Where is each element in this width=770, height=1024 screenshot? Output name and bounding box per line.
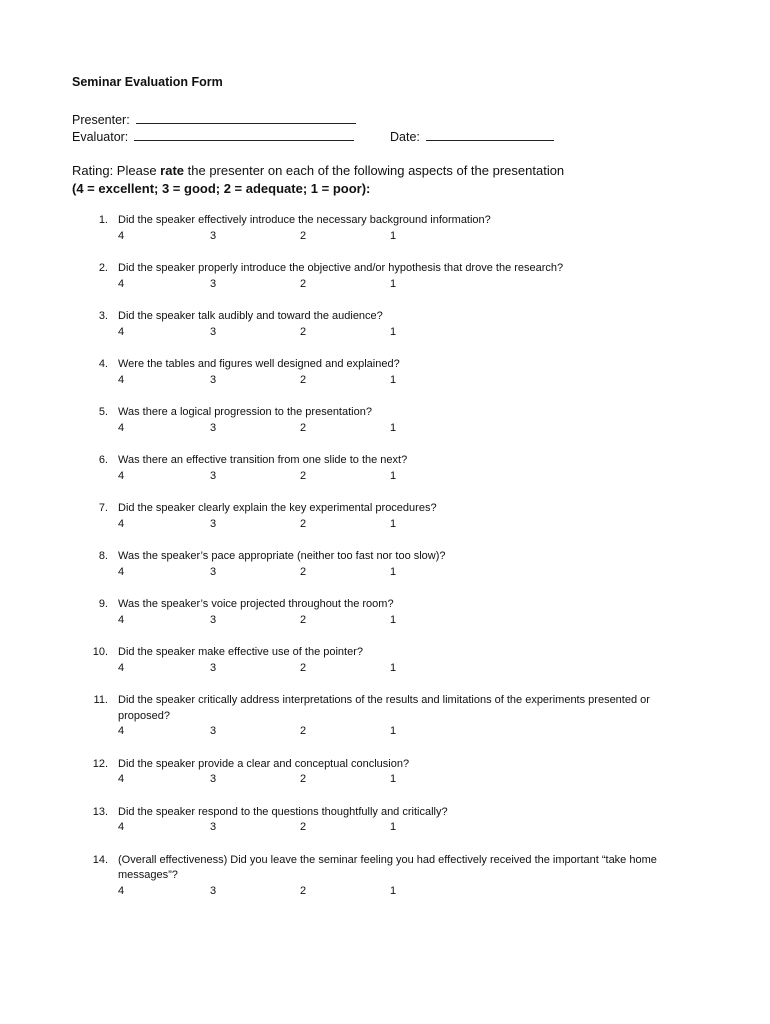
question-item [72, 405, 712, 436]
rating-option-4[interactable]: 4 [118, 661, 125, 674]
rating-option-4[interactable]: 4 [118, 725, 125, 737]
question-item [72, 853, 712, 900]
rating-option-1[interactable]: 1 [390, 821, 397, 833]
rating-option-2[interactable]: 2 [300, 661, 307, 674]
rating-option-1[interactable]: 1 [390, 613, 397, 626]
question-item [72, 597, 712, 628]
rating-option-3[interactable]: 3 [210, 517, 217, 530]
rating-instruction-line [72, 162, 564, 180]
presenter-line[interactable] [136, 111, 356, 124]
rating-option-4[interactable]: 4 [118, 884, 125, 897]
rating-option-2[interactable]: 2 [300, 229, 307, 242]
question-item [72, 693, 712, 740]
rating-option-3[interactable]: 3 [210, 229, 217, 242]
question-number: 1. [98, 214, 108, 226]
question-item [72, 261, 712, 292]
rating-option-3[interactable]: 3 [210, 277, 217, 290]
rating-option-1[interactable]: 1 [390, 229, 397, 242]
question-text: Was there an effective transition from one slide to the next? [118, 454, 408, 466]
date-label: Date: [390, 130, 420, 144]
rating-option-2[interactable]: 2 [300, 725, 307, 737]
date-field [390, 128, 554, 144]
rating-scale [118, 820, 712, 836]
rating-option-2[interactable]: 2 [300, 773, 307, 785]
rating-option-4[interactable]: 4 [118, 421, 125, 434]
question-number: 3. [98, 310, 108, 322]
rating-option-1[interactable]: 1 [390, 773, 397, 785]
rating-option-1[interactable]: 1 [390, 661, 397, 674]
question-number: 14. [92, 853, 108, 866]
rating-option-4[interactable]: 4 [118, 325, 125, 338]
question-item [72, 549, 712, 580]
rating-option-1[interactable]: 1 [390, 421, 397, 434]
evaluator-label: Evaluator: [72, 130, 129, 144]
question-text: Was there a logical progression to the presentation? [118, 406, 372, 418]
rating-option-4[interactable]: 4 [118, 565, 125, 578]
evaluator-field [72, 128, 354, 144]
question-number: 4. [98, 358, 108, 370]
rating-option-1[interactable]: 1 [390, 469, 397, 482]
rating-option-2[interactable]: 2 [300, 517, 307, 530]
rating-option-3[interactable]: 3 [210, 373, 217, 386]
rating-scale [118, 325, 712, 341]
rating-bold-word: rate [160, 163, 185, 178]
rating-option-2[interactable]: 2 [300, 884, 307, 897]
rating-scale [118, 469, 712, 485]
rating-option-4[interactable]: 4 [118, 821, 125, 833]
rating-instructions [72, 162, 564, 198]
rating-prefix: Rating: Please [72, 163, 161, 178]
question-item [72, 501, 712, 532]
rating-option-3[interactable]: 3 [210, 884, 217, 897]
question-text: Did the speaker respond to the questions thoughtfully and critically? [118, 805, 448, 818]
question-item [72, 453, 712, 484]
question-text: Were the tables and figures well designed and explained? [118, 358, 400, 370]
question-item [72, 213, 712, 244]
rating-scale [118, 277, 712, 293]
rating-scale [118, 884, 712, 900]
rating-option-2[interactable]: 2 [300, 277, 307, 290]
form-title: Seminar Evaluation Form [72, 75, 223, 89]
rating-option-2[interactable]: 2 [300, 565, 307, 578]
rating-option-1[interactable]: 1 [390, 517, 397, 530]
question-text: Did the speaker talk audibly and toward the audience? [118, 310, 383, 322]
rating-option-1[interactable]: 1 [390, 277, 397, 290]
rating-option-2[interactable]: 2 [300, 469, 307, 482]
rating-option-3[interactable]: 3 [210, 565, 217, 578]
rating-option-3[interactable]: 3 [210, 421, 217, 434]
rating-option-1[interactable]: 1 [390, 725, 397, 737]
rating-scale [118, 661, 712, 677]
rating-option-1[interactable]: 1 [390, 373, 397, 386]
question-text: Did the speaker clearly explain the key experimental procedures? [118, 502, 437, 514]
question-number: 9. [98, 598, 108, 610]
rating-option-3[interactable]: 3 [210, 469, 217, 482]
question-text: (Overall effectiveness) Did you leave the seminar feeling you had effectively received the important “take home messages”? [118, 853, 657, 881]
question-number: 2. [98, 262, 108, 274]
presenter-field [72, 111, 356, 127]
rating-option-1[interactable]: 1 [390, 884, 397, 897]
rating-option-1[interactable]: 1 [390, 565, 397, 578]
question-item [72, 357, 712, 388]
rating-scale [118, 565, 712, 581]
rating-option-2[interactable]: 2 [300, 613, 307, 626]
question-item [72, 309, 712, 340]
date-line[interactable] [426, 128, 554, 141]
question-item [72, 645, 712, 676]
rating-suffix: the presenter on each of the following aspects of the presentation [184, 163, 565, 178]
question-number: 7. [98, 502, 108, 514]
rating-option-4[interactable]: 4 [118, 229, 125, 242]
question-item [72, 757, 712, 788]
rating-scale [118, 613, 712, 629]
question-text: Was the speaker’s pace appropriate (neither too fast nor too slow)? [118, 550, 446, 562]
question-text: Did the speaker properly introduce the objective and/or hypothesis that drove the research? [118, 262, 564, 274]
question-number: 13. [92, 805, 108, 818]
question-number: 11. [93, 694, 108, 706]
rating-option-4[interactable]: 4 [118, 277, 125, 290]
question-list [72, 213, 712, 916]
rating-scale [118, 724, 712, 740]
rating-scale [118, 772, 712, 788]
rating-option-3[interactable]: 3 [210, 613, 217, 626]
rating-scale [118, 517, 712, 533]
question-number: 6. [98, 454, 108, 466]
presenter-label: Presenter: [72, 113, 130, 127]
rating-option-3[interactable]: 3 [210, 325, 217, 338]
rating-option-4[interactable]: 4 [118, 773, 125, 785]
rating-option-2[interactable]: 2 [300, 373, 307, 386]
rating-option-3[interactable]: 3 [210, 773, 217, 785]
question-number: 5. [98, 406, 108, 418]
question-number: 8. [98, 550, 108, 562]
rating-option-2[interactable]: 2 [300, 421, 307, 434]
rating-option-4[interactable]: 4 [118, 517, 125, 530]
question-number: 12. [92, 757, 108, 770]
rating-option-3[interactable]: 3 [210, 725, 217, 737]
rating-scale [118, 229, 712, 245]
rating-legend: (4 = excellent; 3 = good; 2 = adequate; 1 = poor): [72, 181, 371, 196]
evaluator-line[interactable] [134, 128, 354, 141]
question-text: Did the speaker critically address interpretations of the results and limitations of the experiments presented or proposed? [118, 694, 650, 722]
question-number: 10. [92, 646, 108, 658]
question-text: Did the speaker make effective use of the pointer? [118, 646, 363, 658]
rating-option-2[interactable]: 2 [300, 325, 307, 338]
rating-option-4[interactable]: 4 [118, 373, 125, 386]
rating-option-4[interactable]: 4 [118, 469, 125, 482]
question-text: Did the speaker effectively introduce the necessary background information? [118, 214, 491, 226]
question-text: Was the speaker’s voice projected throughout the room? [118, 598, 394, 610]
question-item [72, 805, 712, 836]
rating-scale [118, 421, 712, 437]
rating-option-3[interactable]: 3 [210, 661, 217, 674]
rating-option-2[interactable]: 2 [300, 821, 307, 833]
rating-option-3[interactable]: 3 [210, 821, 217, 833]
rating-scale [118, 373, 712, 389]
question-text: Did the speaker provide a clear and conceptual conclusion? [118, 757, 410, 770]
rating-option-4[interactable]: 4 [118, 613, 125, 626]
rating-option-1[interactable]: 1 [390, 325, 397, 338]
